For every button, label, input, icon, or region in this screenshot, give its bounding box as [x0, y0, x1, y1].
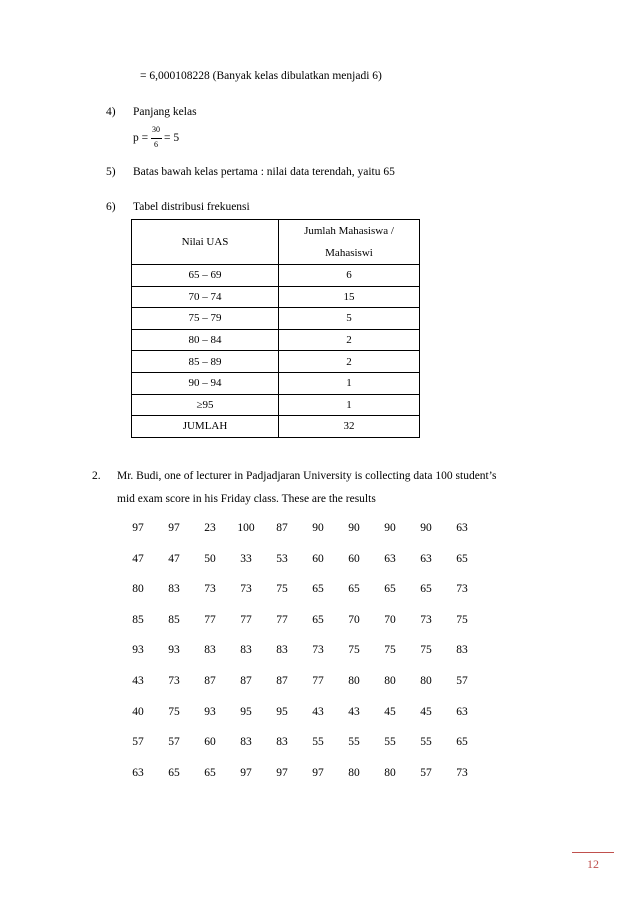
item-number: 4): [106, 106, 116, 118]
score-value: 65: [204, 766, 216, 779]
score-value: 65: [312, 613, 324, 626]
score-value: 87: [204, 675, 216, 687]
score-value: 70: [348, 613, 360, 626]
score-value: 75: [348, 644, 360, 657]
formula-lhs: p =: [133, 132, 149, 144]
score-value: 75: [168, 705, 180, 718]
score-value: 57: [420, 766, 432, 779]
score-value: 47: [168, 552, 180, 565]
score-value: 77: [204, 613, 216, 626]
frequency: 6: [279, 265, 420, 287]
score-value: 100: [237, 522, 255, 534]
class-interval: 85 – 89: [132, 351, 279, 373]
item-label-panjang-kelas: Panjang kelas: [133, 106, 197, 118]
problem-number: 2.: [92, 470, 101, 482]
header-jumlah: [279, 220, 420, 265]
score-value: 97: [240, 766, 252, 779]
score-value: 87: [276, 675, 288, 687]
score-value: 47: [132, 552, 144, 565]
score-value: 43: [312, 705, 324, 718]
score-value: 83: [240, 644, 252, 657]
formula-rhs: = 5: [164, 132, 180, 144]
score-value: 90: [312, 522, 324, 534]
score-value: 83: [204, 644, 216, 657]
score-value: 77: [312, 675, 324, 687]
score-value: 95: [276, 705, 288, 718]
score-value: 33: [240, 552, 252, 565]
frequency: 15: [279, 286, 420, 308]
score-value: 97: [132, 522, 144, 534]
score-value: 65: [384, 583, 396, 596]
frequency: 2: [279, 329, 420, 351]
score-value: 73: [456, 766, 468, 779]
table-row: [132, 265, 420, 287]
table-header-row: [132, 220, 420, 265]
score-value: 93: [132, 644, 144, 657]
score-value: 83: [240, 736, 252, 749]
score-value: 60: [348, 552, 360, 565]
item-label-batas-bawah: Batas bawah kelas pertama : nilai data terendah, yaitu 65: [133, 166, 395, 178]
score-value: 65: [168, 766, 180, 779]
score-value: 83: [276, 644, 288, 657]
score-value: 73: [204, 583, 216, 596]
score-value: 57: [132, 736, 144, 749]
frequency: 2: [279, 351, 420, 373]
score-value: 57: [456, 675, 468, 687]
score-value: 50: [204, 552, 216, 565]
class-interval: 90 – 94: [132, 372, 279, 394]
score-value: 65: [420, 583, 432, 596]
score-value: 73: [312, 644, 324, 657]
score-value: 57: [168, 736, 180, 749]
score-value: 77: [240, 613, 252, 626]
score-value: 85: [168, 613, 180, 626]
score-value: 80: [132, 583, 144, 596]
table-row: [132, 394, 420, 416]
score-value: 23: [204, 522, 216, 534]
score-value: 55: [384, 736, 396, 749]
score-value: 75: [384, 644, 396, 657]
total-label: JUMLAH: [132, 416, 279, 438]
score-value: 83: [456, 644, 468, 657]
score-value: 83: [168, 583, 180, 596]
score-value: 63: [132, 766, 144, 779]
frequency: 5: [279, 308, 420, 330]
score-value: 65: [456, 552, 468, 565]
score-value: 97: [312, 766, 324, 779]
total-value: 32: [279, 416, 420, 438]
class-interval: 65 – 69: [132, 265, 279, 287]
problem-text-line1: Mr. Budi, one of lecturer in Padjadjaran University is collecting data 100 student’s: [117, 470, 497, 482]
header-jumlah-text: Jumlah Mahasiswa / Mahasiswi: [304, 225, 394, 259]
score-value: 60: [204, 736, 216, 749]
formula-denominator: 6: [154, 140, 158, 149]
frequency-table: [131, 219, 420, 438]
frequency: 1: [279, 372, 420, 394]
table-row: [132, 308, 420, 330]
score-value: 80: [420, 675, 432, 687]
score-value: 45: [384, 705, 396, 718]
score-value: 90: [384, 522, 396, 534]
score-value: 70: [384, 613, 396, 626]
score-value: 45: [420, 705, 432, 718]
score-value: 75: [456, 613, 468, 626]
score-value: 65: [456, 736, 468, 749]
item-number: 5): [106, 166, 116, 178]
score-value: 55: [348, 736, 360, 749]
score-value: 63: [420, 552, 432, 565]
score-value: 75: [420, 644, 432, 657]
score-value: 65: [312, 583, 324, 596]
score-value: 80: [348, 675, 360, 687]
item-label-tabel: Tabel distribusi frekuensi: [133, 201, 250, 213]
score-value: 75: [276, 583, 288, 596]
calc-result-line: = 6,000108228 (Banyak kelas dibulatkan menjadi 6): [140, 70, 382, 82]
table-row: [132, 351, 420, 373]
score-value: 63: [384, 552, 396, 565]
score-value: 93: [204, 705, 216, 718]
score-value: 85: [132, 613, 144, 626]
score-value: 63: [456, 522, 468, 534]
score-value: 80: [384, 675, 396, 687]
score-value: 55: [420, 736, 432, 749]
score-value: 73: [420, 613, 432, 626]
item-number: 6): [106, 201, 116, 213]
score-value: 97: [276, 766, 288, 779]
score-value: 73: [456, 583, 468, 596]
page-number-rule: [572, 852, 614, 853]
table-row: [132, 372, 420, 394]
score-value: 95: [240, 705, 252, 718]
header-nilai-uas: Nilai UAS: [132, 220, 279, 265]
score-value: 83: [276, 736, 288, 749]
score-value: 90: [348, 522, 360, 534]
page-number: 12: [587, 857, 599, 871]
score-value: 77: [276, 613, 288, 626]
score-value: 97: [168, 522, 180, 534]
score-value: 65: [348, 583, 360, 596]
score-value: 60: [312, 552, 324, 565]
frequency: 1: [279, 394, 420, 416]
score-value: 93: [168, 644, 180, 657]
table-row: [132, 329, 420, 351]
score-value: 43: [348, 705, 360, 718]
class-interval: 70 – 74: [132, 286, 279, 308]
table-total-row: [132, 416, 420, 438]
score-value: 90: [420, 522, 432, 534]
class-interval: 80 – 84: [132, 329, 279, 351]
fraction-bar: [151, 138, 162, 139]
score-value: 73: [168, 675, 180, 687]
score-value: 73: [240, 583, 252, 596]
score-value: 80: [384, 766, 396, 779]
class-interval: ≥95: [132, 394, 279, 416]
score-value: 53: [276, 552, 288, 565]
formula-numerator: 30: [152, 125, 160, 134]
score-value: 63: [456, 705, 468, 718]
class-interval: 75 – 79: [132, 308, 279, 330]
table-row: [132, 286, 420, 308]
score-value: 43: [132, 675, 144, 687]
problem-text-line2: mid exam score in his Friday class. These are the results: [117, 493, 376, 505]
score-value: 87: [240, 675, 252, 687]
score-value: 80: [348, 766, 360, 779]
score-value: 87: [276, 522, 288, 534]
score-value: 55: [312, 736, 324, 749]
score-value: 40: [132, 705, 144, 718]
